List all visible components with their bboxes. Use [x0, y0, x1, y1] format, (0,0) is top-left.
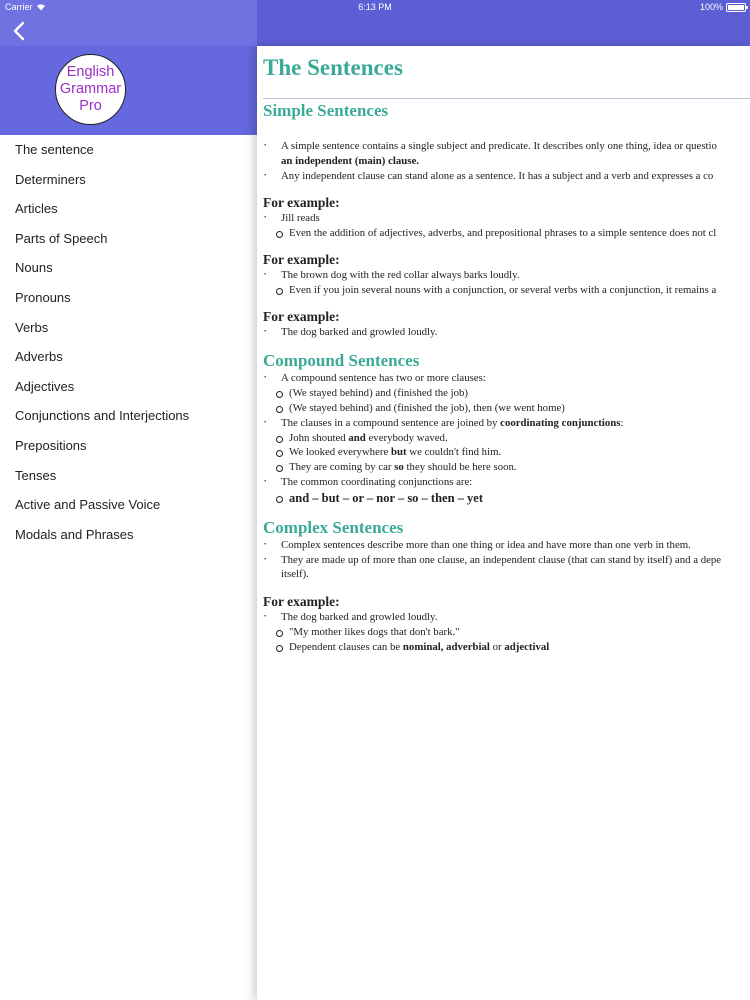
sidebar [0, 0, 257, 1000]
carrier-label: Carrier [5, 2, 33, 12]
coordinating-conjunctions-list: and – but – or – nor – so – then – yet [263, 490, 750, 507]
menu-item-the-sentence[interactable]: The sentence [15, 142, 94, 157]
simple-bullet-1-bold: an independent (main) clause. [281, 154, 419, 167]
menu-item-tenses[interactable]: Tenses [15, 467, 57, 483]
compound-sub-3-pre: John shouted [289, 431, 349, 444]
compound-sub-4-post: we couldn't find him. [406, 446, 502, 459]
compound-sub-5 [263, 460, 750, 475]
example-2-sub: Even if you join several nouns with a conjunction, or several verbs with a conjunction, it remains a [263, 283, 750, 298]
logo-line-3: Pro [79, 98, 102, 114]
clock-time: 6:13 PM [358, 2, 392, 12]
menu-item-adverbs[interactable]: Adverbs [15, 349, 63, 365]
example-label-2: For example: [263, 251, 340, 267]
compound-sub-4-pre: We looked everywhere [289, 446, 391, 459]
battery-percent: 100% [699, 2, 723, 12]
complex-bullet-2: · They are made up of more than one clause, an independent clause (that can stand by itself) and a depe [263, 553, 750, 568]
example-1-sub: Even the addition of adjectives, adverbs, and prepositional phrases to a simple sentence does not cl [263, 226, 750, 241]
complex-example-sub-2 [263, 640, 750, 655]
simple-bullet-1-cont [263, 154, 750, 169]
compound-sub-5-bold: so [394, 461, 404, 474]
compound-sub-1: (We stayed behind) and (finished the job) [263, 386, 750, 401]
compound-sub-2: (We stayed behind) and (finished the job), then (we went home) [263, 401, 750, 416]
complex-example-sub-2-mid: or [489, 640, 505, 653]
back-button[interactable] [10, 20, 30, 42]
menu-item-modals-phrases[interactable]: Modals and Phrases [15, 526, 134, 542]
menu-item-nouns[interactable]: Nouns [15, 260, 53, 276]
simple-bullet-2: · Any independent clause can stand alone as a sentence. It has a subject and a verb and expresses a co [263, 169, 750, 184]
logo-line-2: Grammar [59, 81, 122, 97]
compound-sub-4 [263, 445, 750, 460]
sidebar-header [0, 46, 257, 135]
compound-bullet-2-end: : [620, 416, 624, 429]
complex-example-sub-2-bold-2: adjectival [504, 640, 550, 653]
status-bar [0, 0, 750, 16]
example-3-bullet: · The dog barked and growled loudly. [263, 325, 750, 340]
menu-item-articles[interactable]: Articles [15, 201, 58, 217]
complex-example-sub-1: "My mother likes dogs that don't bark." [263, 625, 750, 640]
complex-bullet-2-cont: itself). [281, 568, 309, 581]
compound-bullet-2-bold: coordinating conjunctions [500, 416, 621, 429]
compound-sub-3 [263, 431, 750, 446]
complex-bullet-1: · Complex sentences describe more than one thing or idea and have more than one verb in them. [263, 538, 750, 553]
compound-sub-5-pre: They are coming by car [289, 461, 395, 474]
compound-sub-5-post: they should be here soon. [403, 461, 517, 474]
topic-menu [0, 135, 257, 549]
content-panel[interactable] [257, 46, 750, 1000]
app-logo [55, 54, 126, 125]
heading-complex-sentences: Complex Sentences [263, 517, 404, 537]
complex-example-sub-2-bold-1: nominal, adverbial [402, 640, 490, 653]
compound-sub-3-bold: and [348, 431, 366, 444]
menu-item-parts-of-speech[interactable]: Parts of Speech [15, 230, 108, 246]
menu-item-determiners[interactable]: Determiners [15, 171, 86, 187]
menu-item-conjunctions[interactable]: Conjunctions and Interjections [15, 408, 190, 424]
compound-bullet-2 [263, 416, 750, 431]
example-label-1: For example: [263, 195, 340, 211]
compound-bullet-2-text: The clauses in a compound sentence are joined by [281, 416, 501, 429]
menu-item-verbs[interactable]: Verbs [15, 319, 49, 335]
heading-compound-sentences: Compound Sentences [263, 351, 420, 371]
example-1-bullet: · Jill reads [263, 211, 750, 226]
complex-example-bullet: · The dog barked and growled loudly. [263, 610, 750, 625]
battery-icon [726, 3, 746, 12]
heading-simple-sentences: Simple Sentences [263, 101, 389, 120]
example-2-bullet: · The brown dog with the red collar always barks loudly. [263, 268, 750, 283]
compound-sub-4-bold: but [390, 446, 407, 459]
battery-level [728, 5, 744, 10]
menu-item-prepositions[interactable]: Prepositions [15, 437, 87, 453]
menu-item-pronouns[interactable]: Pronouns [15, 289, 71, 305]
example-label-4: For example: [263, 594, 340, 610]
compound-bullet-3: · The common coordinating conjunctions are: [263, 475, 750, 490]
compound-bullet-1: · A compound sentence has two or more clauses: [263, 371, 750, 386]
simple-bullet-1: · A simple sentence contains a single subject and predicate. It describes only one thing, idea or questio [263, 139, 750, 154]
page-title: The Sentences [263, 55, 403, 80]
chevron-left-icon [10, 20, 30, 42]
complex-example-sub-2-pre: Dependent clauses can be [289, 640, 403, 653]
example-label-3: For example: [263, 308, 340, 324]
compound-sub-3-post: everybody waved. [365, 431, 448, 444]
menu-item-active-passive-voice[interactable]: Active and Passive Voice [15, 497, 161, 513]
logo-line-1: English [66, 64, 115, 80]
menu-item-adjectives[interactable]: Adjectives [15, 378, 75, 394]
title-divider [263, 98, 750, 99]
